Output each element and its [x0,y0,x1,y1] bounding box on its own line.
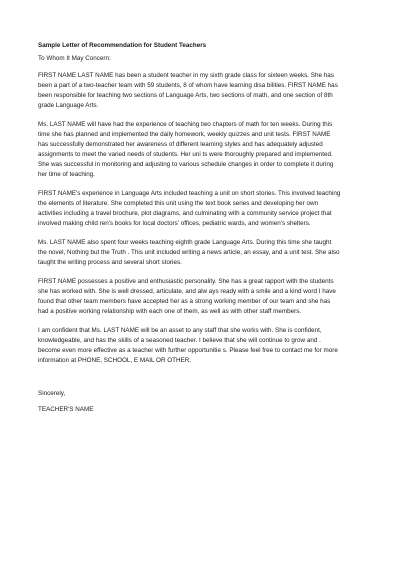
letter-paragraph-4: Ms. LAST NAME also spent four weeks teaching eighth grade Language Arts. During this time she taught the novel, Nothing but the Truth . This unit included writing a news article, an essay, and a unit test. She also taught the writing process and several short stories. [38,239,340,266]
letter-paragraph-2: Ms. LAST NAME will have had the experience of teaching two chapters of math for ten weeks. During this time she has planned and implemented the daily homework, weekly quizzes and unit tests. FIRST NAME has successfully demonstrated her awareness of different learning styles and has adequately adjusted assignments to meet the varied needs of students. Her uni ts were thoroughly prepared and implemented. She was successful in monitoring and adjusting to various schedule changes in order to complete it during her time of teaching. [38,121,334,178]
letter-signature: TEACHER'S NAME [38,406,94,413]
letter-page [38,42,373,414]
letter-paragraph-5: FIRST NAME possesses a positive and enthusiastic personality. She has a great rapport with the students she has worked with. She is well dressed, articulate, and alw ays ready with a smile and a kind word I have found that other team members have accepted her as a strong working member of our team and she has had a positive working relationship with each one of them, as well as with other staff members. [38,278,336,315]
letter-title: Sample Letter of Recommendation for Student Teachers [38,42,207,49]
letter-closing: Sincerely, [38,390,66,397]
letter-salutation: To Whom It May Concern: [38,55,111,62]
letter-paragraph-3: FIRST NAME's experience in Language Arts included teaching a unit on short stories. This involved teaching the elements of literature. She completed this unit using the text book series and developing her own activities including a travel brochure, plot diagrams, and culminating with a community service project that involved making child ren's books for local doctors' offices, pediatric wards, and women's shelters. [38,190,341,227]
letter-paragraph-1: FIRST NAME LAST NAME has been a student teacher in my sixth grade class for sixteen weeks. She has been a part of a two-teacher team with 59 students, 8 of whom have learning disa bilities. FIRST NAME has been responsible for teaching two sections of Language Arts, two sections of math, and one section of 8th grade Language Arts. [38,72,338,109]
letter-paragraph-6: I am confident that Ms. LAST NAME will be an asset to any staff that she works with. She is confident, knowledgeable, and has the skills of a seasoned teacher. I believe that she will continue to grow and . become even more effective as a teacher with further opportunitie s. Please feel free to contact me for more information at PHONE, SCHOOL, E MAIL OR OTHER. [38,327,338,364]
